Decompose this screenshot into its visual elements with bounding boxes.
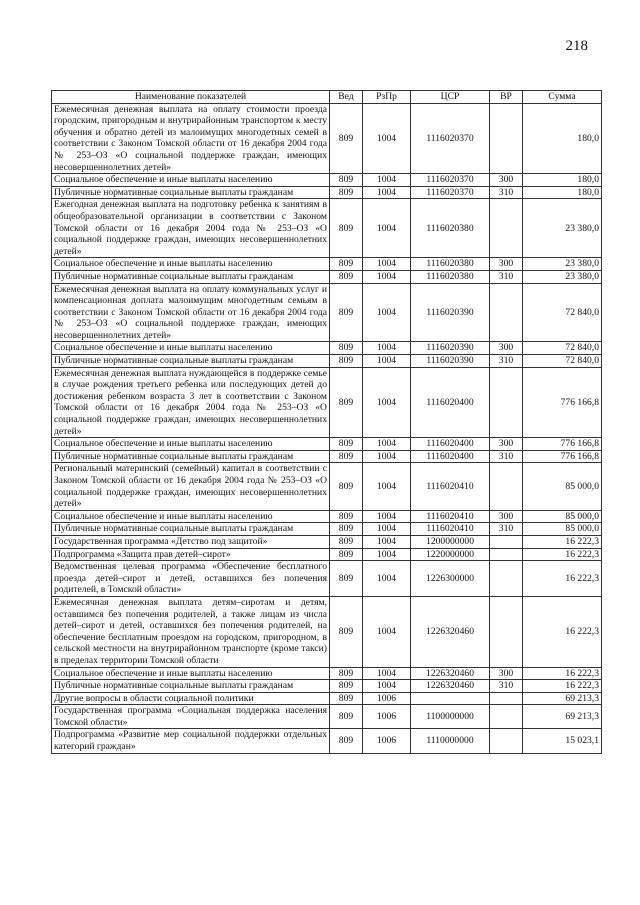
cell-vr: 310 bbox=[490, 450, 523, 463]
cell-rzpr: 1004 bbox=[363, 342, 411, 355]
cell-vr: 310 bbox=[490, 186, 523, 199]
cell-vr: 300 bbox=[490, 510, 523, 523]
cell-ved: 809 bbox=[330, 186, 363, 199]
cell-rzpr: 1004 bbox=[363, 103, 411, 174]
cell-rzpr: 1004 bbox=[363, 548, 411, 561]
cell-csr: 1110000000 bbox=[411, 729, 490, 753]
cell-csr: 1116020370 bbox=[411, 103, 490, 174]
cell-name: Региональный материнский (семейный) капитал в соответствии с Законом Томской области от 16 декабря 2004 года № 253–ОЗ «О социальной поддержке граждан, имеющих несовершеннолетних детей» bbox=[52, 463, 330, 510]
cell-ved: 809 bbox=[330, 561, 363, 597]
table-body bbox=[52, 103, 602, 753]
cell-csr: 1116020410 bbox=[411, 510, 490, 523]
cell-name: Социальное обеспечение и иные выплаты населению bbox=[52, 258, 330, 271]
cell-sum: 85 000,0 bbox=[523, 510, 602, 523]
cell-csr: 1116020410 bbox=[411, 463, 490, 510]
cell-ved: 809 bbox=[330, 705, 363, 729]
cell-vr: 300 bbox=[490, 258, 523, 271]
cell-sum: 23 380,0 bbox=[523, 270, 602, 283]
table-row bbox=[52, 186, 602, 199]
cell-name: Подпрограмма «Защита прав детей–сирот» bbox=[52, 548, 330, 561]
table-row bbox=[52, 463, 602, 510]
cell-csr bbox=[411, 692, 490, 705]
cell-vr bbox=[490, 283, 523, 342]
header-ved: Вед bbox=[330, 91, 363, 104]
cell-sum: 180,0 bbox=[523, 186, 602, 199]
cell-csr: 1116020370 bbox=[411, 186, 490, 199]
cell-csr: 1116020400 bbox=[411, 450, 490, 463]
cell-rzpr: 1006 bbox=[363, 729, 411, 753]
cell-name: Публичные нормативные социальные выплаты гражданам bbox=[52, 186, 330, 199]
table-row bbox=[52, 283, 602, 342]
cell-name: Подпрограмма «Развитие мер социальной поддержки отдельных категорий граждан» bbox=[52, 729, 330, 753]
table-row bbox=[52, 355, 602, 368]
cell-ved: 809 bbox=[330, 174, 363, 187]
cell-vr bbox=[490, 367, 523, 438]
cell-sum: 776 166,8 bbox=[523, 367, 602, 438]
cell-vr: 310 bbox=[490, 680, 523, 693]
cell-name: Государственная программа «Социальная поддержка населения Томской области» bbox=[52, 705, 330, 729]
cell-vr bbox=[490, 692, 523, 705]
cell-csr: 1220000000 bbox=[411, 548, 490, 561]
table-row bbox=[52, 510, 602, 523]
cell-name: Ведомственная целевая программа «Обеспечение бесплатного проезда детей–сирот и детей, оставшихся без попечения родителей, в Томской области» bbox=[52, 561, 330, 597]
cell-csr: 1116020370 bbox=[411, 174, 490, 187]
table-row bbox=[52, 103, 602, 174]
cell-vr bbox=[490, 705, 523, 729]
cell-vr bbox=[490, 535, 523, 548]
cell-sum: 15 023,1 bbox=[523, 729, 602, 753]
table-row bbox=[52, 367, 602, 438]
cell-rzpr: 1006 bbox=[363, 705, 411, 729]
table-row bbox=[52, 258, 602, 271]
cell-vr bbox=[490, 548, 523, 561]
cell-rzpr: 1004 bbox=[363, 450, 411, 463]
table-row bbox=[52, 692, 602, 705]
cell-name: Публичные нормативные социальные выплаты гражданам bbox=[52, 523, 330, 536]
cell-ved: 809 bbox=[330, 342, 363, 355]
cell-name: Другие вопросы в области социальной политики bbox=[52, 692, 330, 705]
cell-ved: 809 bbox=[330, 510, 363, 523]
cell-ved: 809 bbox=[330, 463, 363, 510]
table-row bbox=[52, 438, 602, 451]
cell-csr: 1116020390 bbox=[411, 355, 490, 368]
cell-ved: 809 bbox=[330, 535, 363, 548]
cell-rzpr: 1004 bbox=[363, 463, 411, 510]
cell-name: Социальное обеспечение и иные выплаты населению bbox=[52, 342, 330, 355]
cell-vr: 300 bbox=[490, 342, 523, 355]
cell-csr: 1226320460 bbox=[411, 667, 490, 680]
cell-name: Социальное обеспечение и иные выплаты населению bbox=[52, 174, 330, 187]
cell-ved: 809 bbox=[330, 667, 363, 680]
cell-csr: 1116020380 bbox=[411, 270, 490, 283]
cell-ved: 809 bbox=[330, 596, 363, 667]
table-row bbox=[52, 270, 602, 283]
cell-name: Ежемесячная денежная выплата нуждающейся в поддержке семье в случае рождения третьего ребенка или последующих детей до достижения ребенком возраста 3 лет в соответствии с Законом Томской области от 16 декабря 2004 года № 253–ОЗ «О социальной поддержке граждан, имеющих несовершеннолетних детей» bbox=[52, 367, 330, 438]
cell-ved: 809 bbox=[330, 199, 363, 258]
cell-sum: 776 166,8 bbox=[523, 438, 602, 451]
cell-csr: 1116020390 bbox=[411, 342, 490, 355]
table-row bbox=[52, 548, 602, 561]
cell-vr bbox=[490, 729, 523, 753]
cell-name: Государственная программа «Детство под защитой» bbox=[52, 535, 330, 548]
cell-ved: 809 bbox=[330, 103, 363, 174]
table-row bbox=[52, 596, 602, 667]
cell-vr bbox=[490, 463, 523, 510]
cell-sum: 23 380,0 bbox=[523, 258, 602, 271]
cell-name: Ежемесячная денежная выплата на оплату стоимости проезда городским, пригородным и внутрирайонным транспортом к месту обучения и обратно детей из малоимущих многодетных семей в соответствии с Законом Томской области от 16 декабря 2004 года № 253–ОЗ «О социальной поддержке граждан, имеющих несовершеннолетних детей» bbox=[52, 103, 330, 174]
cell-csr: 1200000000 bbox=[411, 535, 490, 548]
table-row bbox=[52, 342, 602, 355]
cell-ved: 809 bbox=[330, 692, 363, 705]
cell-rzpr: 1004 bbox=[363, 680, 411, 693]
cell-csr: 1116020400 bbox=[411, 438, 490, 451]
cell-rzpr: 1004 bbox=[363, 174, 411, 187]
cell-vr bbox=[490, 596, 523, 667]
cell-rzpr: 1004 bbox=[363, 596, 411, 667]
cell-csr: 1116020400 bbox=[411, 367, 490, 438]
cell-rzpr: 1004 bbox=[363, 510, 411, 523]
cell-ved: 809 bbox=[330, 680, 363, 693]
cell-rzpr: 1004 bbox=[363, 535, 411, 548]
table-row bbox=[52, 450, 602, 463]
cell-name: Публичные нормативные социальные выплаты гражданам bbox=[52, 450, 330, 463]
cell-csr: 1116020380 bbox=[411, 199, 490, 258]
cell-csr: 1116020390 bbox=[411, 283, 490, 342]
cell-name: Ежемесячная денежная выплата детям–сиротам и детям, оставшимся без попечения родителей, а также лицам из числа детей–сирот и детей, оставшихся без попечения родителей, на обеспечение бесплатным проездом на городском, пригородном, в сельской местности на внутрирайонном транспорте (кроме такси) в пределах территории Томской области bbox=[52, 596, 330, 667]
cell-csr: 1226320460 bbox=[411, 680, 490, 693]
page-number: 218 bbox=[565, 38, 588, 54]
cell-name: Публичные нормативные социальные выплаты гражданам bbox=[52, 270, 330, 283]
cell-ved: 809 bbox=[330, 355, 363, 368]
header-sum: Сумма bbox=[523, 91, 602, 104]
cell-rzpr: 1004 bbox=[363, 523, 411, 536]
cell-vr: 300 bbox=[490, 174, 523, 187]
cell-name: Социальное обеспечение и иные выплаты населению bbox=[52, 510, 330, 523]
cell-sum: 72 840,0 bbox=[523, 342, 602, 355]
cell-sum: 72 840,0 bbox=[523, 355, 602, 368]
cell-name: Социальное обеспечение и иные выплаты населению bbox=[52, 667, 330, 680]
cell-sum: 16 222,3 bbox=[523, 535, 602, 548]
cell-rzpr: 1004 bbox=[363, 199, 411, 258]
cell-vr bbox=[490, 103, 523, 174]
cell-vr bbox=[490, 561, 523, 597]
cell-sum: 85 000,0 bbox=[523, 523, 602, 536]
cell-sum: 16 222,3 bbox=[523, 667, 602, 680]
budget-table bbox=[51, 90, 602, 754]
cell-rzpr: 1004 bbox=[363, 283, 411, 342]
cell-vr: 310 bbox=[490, 523, 523, 536]
cell-sum: 23 380,0 bbox=[523, 199, 602, 258]
cell-name: Публичные нормативные социальные выплаты гражданам bbox=[52, 355, 330, 368]
table-row bbox=[52, 174, 602, 187]
table-row bbox=[52, 705, 602, 729]
table-row bbox=[52, 667, 602, 680]
cell-sum: 69 213,3 bbox=[523, 705, 602, 729]
cell-csr: 1116020380 bbox=[411, 258, 490, 271]
cell-csr: 1226300000 bbox=[411, 561, 490, 597]
cell-sum: 776 166,8 bbox=[523, 450, 602, 463]
table-header-row bbox=[52, 91, 602, 104]
cell-csr: 1226320460 bbox=[411, 596, 490, 667]
cell-ved: 809 bbox=[330, 283, 363, 342]
cell-name: Ежемесячная денежная выплата на оплату коммунальных услуг и компенсационная доплата малоимущим многодетным семьям в соответствии с Законом Томской области от 16 декабря 2004 года № 253–ОЗ «О социальной поддержке граждан, имеющих несовершеннолетних детей» bbox=[52, 283, 330, 342]
cell-csr: 1100000000 bbox=[411, 705, 490, 729]
cell-ved: 809 bbox=[330, 523, 363, 536]
cell-vr bbox=[490, 199, 523, 258]
cell-sum: 16 222,3 bbox=[523, 548, 602, 561]
cell-ved: 809 bbox=[330, 729, 363, 753]
cell-sum: 180,0 bbox=[523, 174, 602, 187]
cell-ved: 809 bbox=[330, 438, 363, 451]
cell-name: Публичные нормативные социальные выплаты гражданам bbox=[52, 680, 330, 693]
cell-rzpr: 1004 bbox=[363, 667, 411, 680]
cell-rzpr: 1004 bbox=[363, 270, 411, 283]
header-csr: ЦСР bbox=[411, 91, 490, 104]
cell-vr: 300 bbox=[490, 667, 523, 680]
table-row bbox=[52, 729, 602, 753]
cell-name: Социальное обеспечение и иные выплаты населению bbox=[52, 438, 330, 451]
cell-rzpr: 1004 bbox=[363, 186, 411, 199]
cell-sum: 16 222,3 bbox=[523, 680, 602, 693]
cell-rzpr: 1006 bbox=[363, 692, 411, 705]
cell-sum: 69 213,3 bbox=[523, 692, 602, 705]
table-row bbox=[52, 561, 602, 597]
cell-vr: 300 bbox=[490, 438, 523, 451]
table-row bbox=[52, 535, 602, 548]
cell-ved: 809 bbox=[330, 270, 363, 283]
cell-rzpr: 1004 bbox=[363, 561, 411, 597]
table-row bbox=[52, 523, 602, 536]
header-rzpr: РзПр bbox=[363, 91, 411, 104]
cell-vr: 310 bbox=[490, 355, 523, 368]
cell-ved: 809 bbox=[330, 258, 363, 271]
cell-ved: 809 bbox=[330, 367, 363, 438]
cell-sum: 16 222,3 bbox=[523, 596, 602, 667]
cell-csr: 1116020410 bbox=[411, 523, 490, 536]
cell-sum: 180,0 bbox=[523, 103, 602, 174]
cell-sum: 72 840,0 bbox=[523, 283, 602, 342]
cell-vr: 310 bbox=[490, 270, 523, 283]
cell-sum: 85 000,0 bbox=[523, 463, 602, 510]
cell-rzpr: 1004 bbox=[363, 355, 411, 368]
cell-rzpr: 1004 bbox=[363, 258, 411, 271]
cell-rzpr: 1004 bbox=[363, 367, 411, 438]
table-row bbox=[52, 680, 602, 693]
cell-rzpr: 1004 bbox=[363, 438, 411, 451]
header-vr: ВР bbox=[490, 91, 523, 104]
cell-name: Ежегодная денежная выплата на подготовку ребенка к занятиям в общеобразовательной организации в соответствии с Законом Томской области от 16 декабря 2004 года № 253–ОЗ «О социальной поддержке граждан, имеющих несовершеннолетних детей» bbox=[52, 199, 330, 258]
cell-ved: 809 bbox=[330, 548, 363, 561]
header-name: Наименование показателей bbox=[52, 91, 330, 104]
cell-ved: 809 bbox=[330, 450, 363, 463]
cell-sum: 16 222,3 bbox=[523, 561, 602, 597]
table-row bbox=[52, 199, 602, 258]
